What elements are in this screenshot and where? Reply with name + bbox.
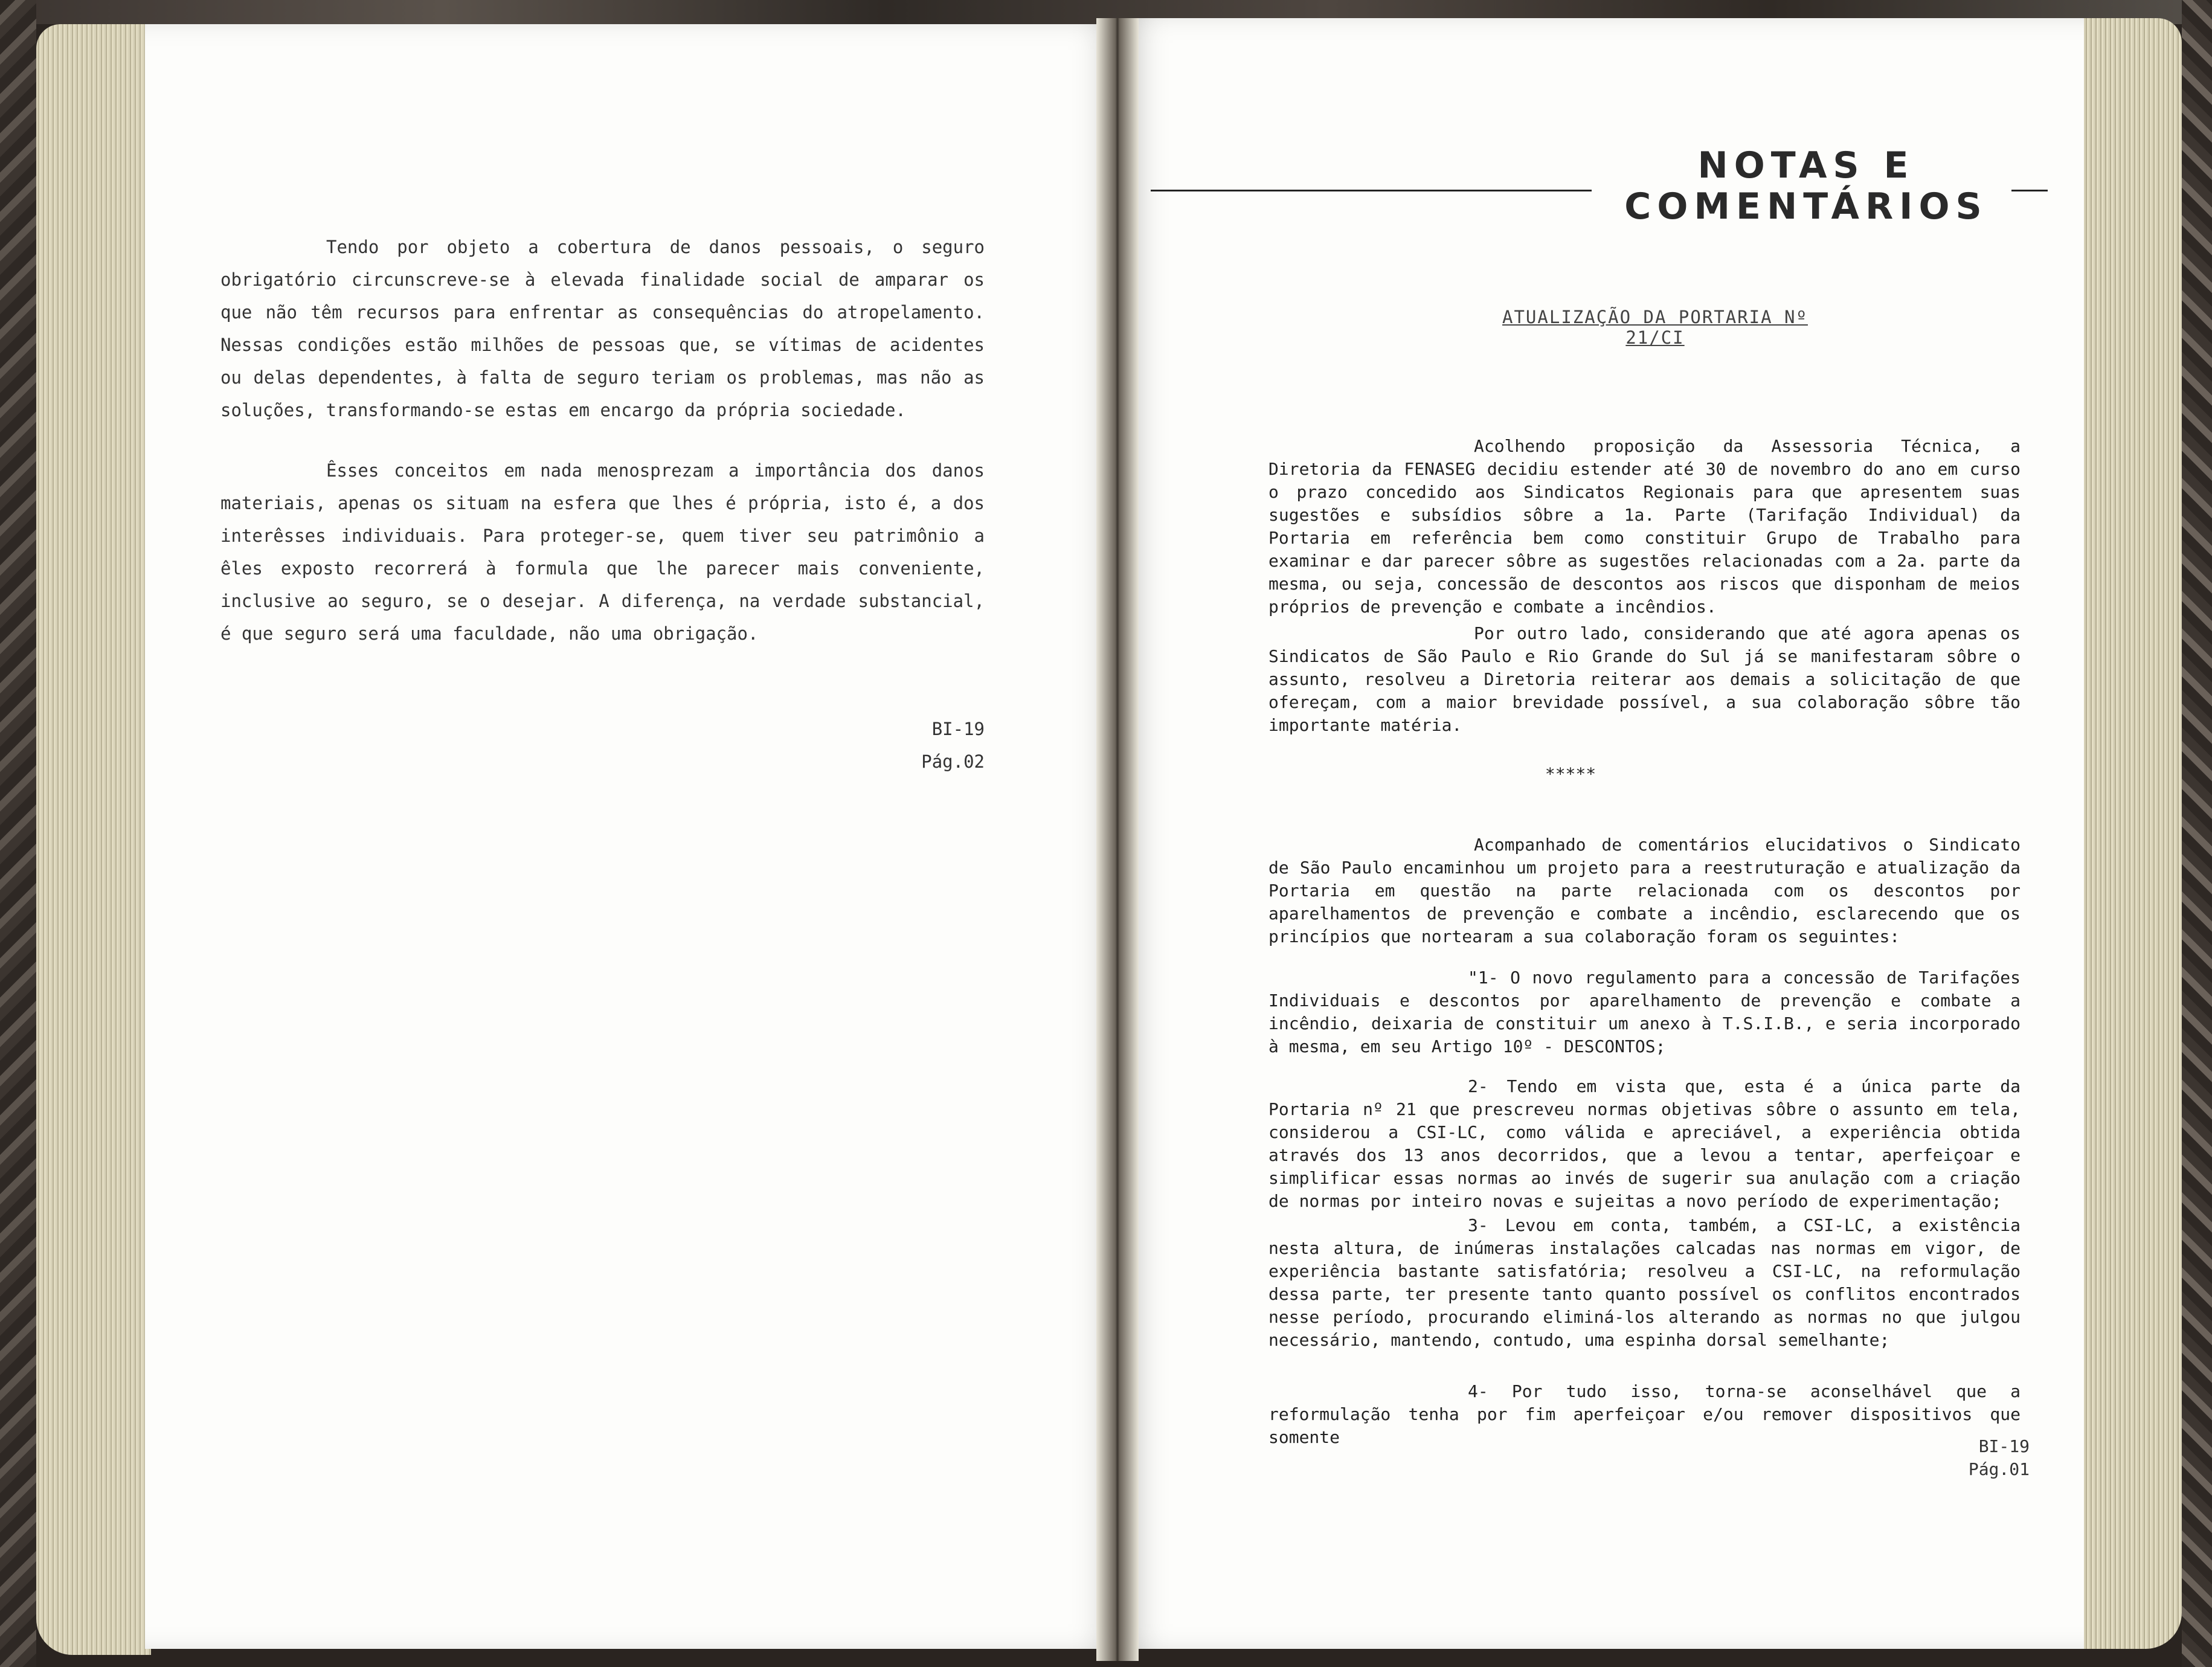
header-rule-right bbox=[2011, 190, 2048, 191]
left-folio-code: BI-19 bbox=[931, 719, 985, 739]
left-paragraph-1: Tendo por objeto a cobertura de danos pessoais, o seguro obrigatório circunscreve-se à elevada finalidade social de amparar os que não têm recursos para enfrentar as consequências do atropelamento. Nessas condições estão milhões de pessoas que, se vítimas de acidentes ou delas dependentes, à falta de seguro teriam os problemas, mas não as soluções, transformando-se estas em encargo da própria sociedade. bbox=[220, 237, 985, 420]
right-item-2: 2- Tendo em vista que, esta é a única parte da Portaria nº 21 que prescreveu normas objetivas sôbre o assunto em tela, considerou a CSI-LC, como válida e apreciável, a experiência obtida através dos 13 anos decorridos, que a levou a tentar, aperfeiçoar e simplificar essas normas ao invés de sugerir sua anulação com a criação de normas por inteiro novas e sujeitas a novo período de experimentação; bbox=[1268, 1076, 2021, 1211]
right-item-1: "1- O novo regulamento para a concessão de Tarifações Individuais e descontos por aparelhamento de prevenção e combate a incêndio, deixaria de constituir um anexo à T.S.I.B., e seria incorporado à mesma, em seu Artigo 10º - DESCONTOS; bbox=[1268, 968, 2021, 1056]
separator-stars: ***** bbox=[1545, 764, 1596, 784]
section-header-line-2: COMENTÁRIOS bbox=[1624, 185, 1988, 228]
book-cover-right bbox=[2182, 0, 2212, 1667]
section-header bbox=[1601, 145, 2011, 227]
article-title: ATUALIZAÇÃO DA PORTARIA Nº 21/CI bbox=[1502, 307, 1808, 348]
right-item-3: 3- Levou em conta, também, a CSI-LC, a existência nesta altura, de inúmeras instalações calcadas nas normas em vigor, de experiência bastante satisfatória; resolveu a CSI-LC, na reformulação dessa parte, ter presente tanto quanto possível os conflitos encontrados nesse período, procurando eliminá-los alterando as normas no que julgou necessário, mantendo, contudo, uma espinha dorsal semelhante; bbox=[1268, 1215, 2021, 1350]
right-paragraph-1: Acolhendo proposição da Assessoria Técnica, a Diretoria da FENASEG decidiu estender até 30 de novembro do ano em curso o prazo concedido aos Sindicatos Regionais para que apresentem suas sugestões e subsídios sôbre a 1a. Parte (Tarifação Individual) da Portaria em referência bem como constituir Grupo de Trabalho para examinar e dar parecer sôbre as sugestões relacionadas com a 2a. parte da mesma, ou seja, concessão de descontos aos riscos que disponham de meios próprios de prevenção e combate a incêndios. bbox=[1268, 436, 2021, 617]
page-stack-right bbox=[2079, 18, 2182, 1649]
right-paragraph-3: Acompanhado de comentários elucidativos o Sindicato de São Paulo encaminhou um projeto para a reestruturação e atualização da Portaria em questão na parte relacionada com os descontos por aparelhamentos de prevenção e combate a incêndio, esclarecendo que os princípios que nortearam a sua colaboração foram os seguintes: bbox=[1268, 835, 2021, 946]
left-folio-page: Pág.02 bbox=[921, 751, 985, 772]
section-header-line-1: NOTAS E bbox=[1697, 144, 1915, 187]
right-folio-page: Pág.01 bbox=[1968, 1459, 2030, 1479]
book-gutter bbox=[1096, 18, 1139, 1661]
right-page-folio bbox=[1903, 1435, 2030, 1481]
right-paragraph-2: Por outro lado, considerando que até agora apenas os Sindicatos de São Paulo e Rio Grande do Sul já se manifestaram sôbre o assunto, resolveu a Diretoria reiterar aos demais a solicitação de que ofereçam, com a maior brevidade possível, a sua colaboração sôbre tão importante matéria. bbox=[1268, 623, 2021, 735]
right-folio-code: BI-19 bbox=[1978, 1436, 2030, 1456]
header-rule-left bbox=[1151, 190, 1592, 191]
right-item-4: 4- Por tudo isso, torna-se aconselhável que a reformulação tenha por fim aperfeiçoar e/ou remover dispositivos que somente bbox=[1268, 1381, 2021, 1447]
book-cover-left bbox=[0, 0, 36, 1667]
left-page-folio bbox=[858, 713, 985, 778]
page-stack-left bbox=[36, 24, 151, 1655]
left-paragraph-2: Êsses conceitos em nada menosprezam a importância dos danos materiais, apenas os situam na esfera que lhes é própria, isto é, a dos interêsses individuais. Para proteger-se, quem tiver seu patrimônio a êles exposto recorrerá à formula que lhe parecer mais conveniente, inclusive ao seguro, se o desejar. A diferença, na verdade substancial, é que seguro será uma faculdade, não uma obrigação. bbox=[220, 460, 985, 644]
